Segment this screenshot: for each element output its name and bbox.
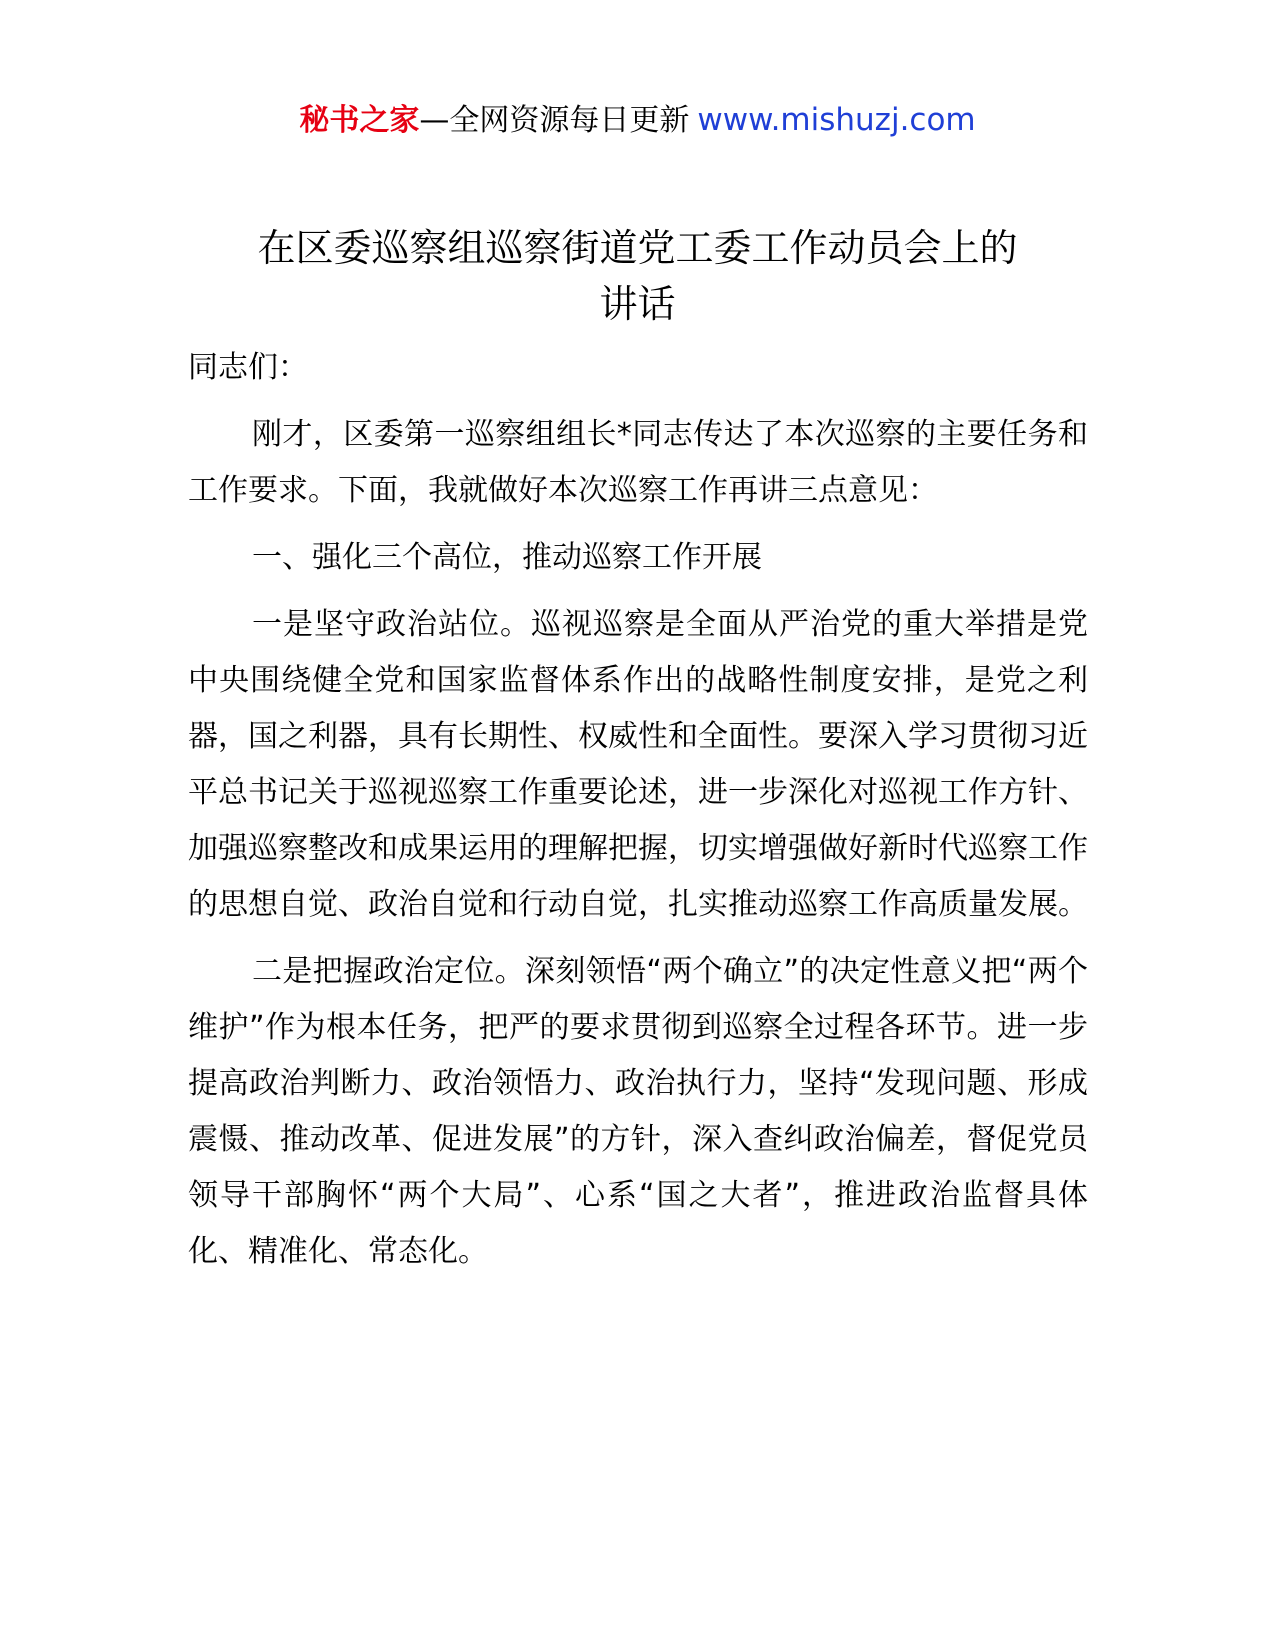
paragraph-political-stance: 一是坚守政治站位。巡视巡察是全面从严治党的重大举措是党中央围绕健全党和国家监督体系作出的战略性制度安排，是党之利器，国之利器，具有长期性、权威性和全面性。要深入学习贯彻习近平总书记关于巡视巡察工作重要论述，进一步深化对巡视工作方针、加强巡察整改和成果运用的理解把握，切实增强做好新时代巡察工作的思想自觉、政治自觉和行动自觉，扎实推动巡察工作高质量发展。 <box>188 607 1088 922</box>
header-tagline: —全网资源每日更新 <box>419 103 690 138</box>
title-line-2: 讲话 <box>599 282 676 326</box>
brand-name: 秘书之家 <box>299 103 420 138</box>
document-title <box>150 220 1125 332</box>
paragraph-intro: 刚才，区委第一巡察组组长*同志传达了本次巡察的主要任务和工作要求。下面，我就做好本次巡察工作再讲三点意见： <box>188 417 1088 508</box>
salutation: 同志们： <box>188 350 308 385</box>
section-heading-1: 一、强化三个高位，推动巡察工作开展 <box>252 540 762 575</box>
site-url-link[interactable]: www.mishuzj.com <box>697 102 976 138</box>
document-body <box>188 340 1088 1291</box>
title-line-1: 在区委巡察组巡察街道党工委工作动员会上的 <box>257 226 1018 270</box>
page-header <box>0 96 1275 145</box>
paragraph-political-positioning: 二是把握政治定位。深刻领悟“两个确立”的决定性意义把“两个维护”作为根本任务，把严的要求贯彻到巡察全过程各环节。进一步提高政治判断力、政治领悟力、政治执行力，坚持“发现问题、形成震慑、推动改革、促进发展”的方针，深入查纠政治偏差，督促党员领导干部胸怀“两个大局”、心系“国之大者”，推进政治监督具体化、精准化、常态化。 <box>188 954 1088 1269</box>
